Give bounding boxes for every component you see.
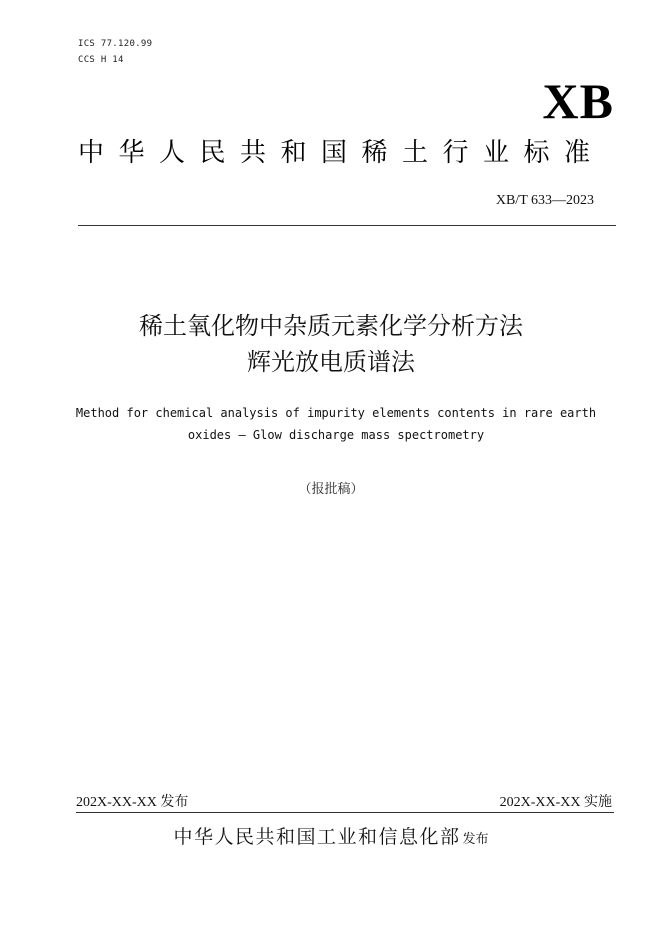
standard-logo: XB [542, 73, 614, 129]
ccs-code: CCS H 14 [78, 55, 124, 65]
chinese-title [0, 308, 662, 380]
issue-date: 202X-XX-XX 发布 [76, 795, 189, 810]
issuer-line [0, 822, 662, 849]
header-divider [78, 225, 616, 226]
ics-code: ICS 77.120.99 [78, 39, 153, 49]
english-title-line-2: oxides — Glow discharge mass spectrometry [187, 428, 485, 442]
issuer-name: 中华人民共和国工业和信息化部 [173, 826, 461, 848]
chinese-title-line-1: 稀土氧化物中杂质元素化学分析方法 [139, 312, 523, 340]
chinese-title-line-2: 辉光放电质谱法 [247, 348, 415, 376]
draft-status: （报批稿） [298, 482, 364, 497]
english-title [60, 402, 612, 446]
issuer-suffix: 发布 [462, 832, 489, 847]
english-title-line-1: Method for chemical analysis of impurity elements contents in rare earth [75, 406, 597, 420]
standard-number: XB/T 633—2023 [495, 193, 594, 208]
implementation-date: 202X-XX-XX 实施 [499, 795, 612, 810]
standard-category: 中华人民共和国稀土行业标准 [78, 138, 605, 168]
footer-divider [76, 812, 614, 813]
